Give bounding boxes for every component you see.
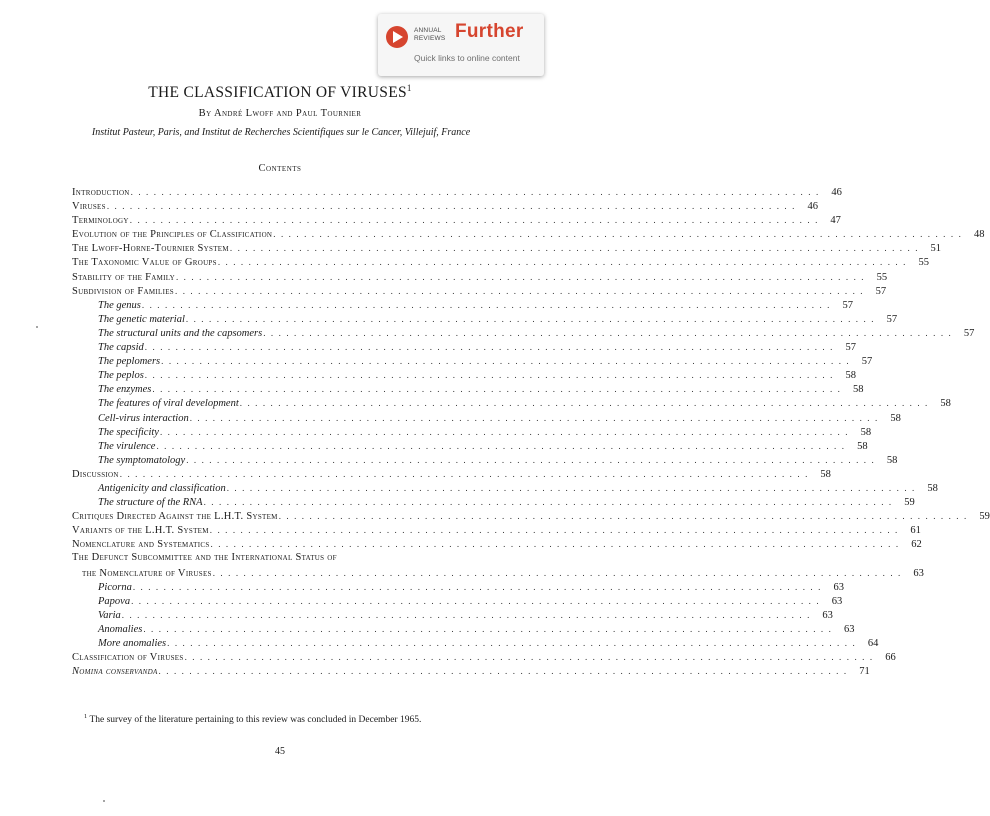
toc-entry-label: Nomenclature and Systematics: [72, 539, 210, 551]
toc-dot-leader: . . . . . . . . . . . . . . . . . . . . . . . . . . . . . . . . . . . . . . . . . . . . . . . . . . . . . . . . . . . . . . . . . . . . . . . . . . . . . . . . . . . . . . . . . .: [159, 426, 850, 437]
toc-dot-leader: . . . . . . . . . . . . . . . . . . . . . . . . . . . . . . . . . . . . . . . . . . . . . . . . . . . . . . . . . . . . . . . . . . . . . . . . . . . . . . . . . . . . . . . . . .: [131, 595, 821, 606]
toc-dot-leader: . . . . . . . . . . . . . . . . . . . . . . . . . . . . . . . . . . . . . . . . . . . . . . . . . . . . . . . . . . . . . . . . . . . . . . . . . . . . . . . . . . . . . . . . . .: [143, 623, 833, 634]
toc-entry-label: The peplos: [98, 370, 144, 382]
toc-entry-page: 58: [853, 384, 864, 396]
toc-entry-page: 58: [927, 482, 938, 494]
toc-entry: [72, 622, 855, 636]
toc-entry-page: 58: [886, 454, 898, 466]
toc-entry-label: More anomalies: [98, 638, 167, 649]
toc-dot-leader: . . . . . . . . . . . . . . . . . . . . . . . . . . . . . . . . . . . . . . . . . . . . . . . . . . . . . . . . . . . . . . . . . . . . . . . . . . . . . . . . . . . . . . . . . .: [217, 257, 907, 268]
toc-dot-leader: . . . . . . . . . . . . . . . . . . . . . . . . . . . . . . . . . . . . . . . . . . . . . . . . . . . . . . . . . . . . . . . . . . . . . . . . . . . . . . . . . . . . . . . . . .: [161, 356, 851, 367]
page-number: 45: [275, 746, 285, 757]
toc-dot-leader: . . . . . . . . . . . . . . . . . . . . . . . . . . . . . . . . . . . . . . . . . . . . . . . . . . . . . . . . . . . . . . . . . . . . . . . . . . . . . . . . . . . . . . . . . .: [119, 468, 809, 479]
annual-reviews-further-badge[interactable]: [378, 14, 544, 76]
toc-entry: [72, 354, 873, 368]
toc-dot-leader: . . . . . . . . . . . . . . . . . . . . . . . . . . . . . . . . . . . . . . . . . . . . . . . . . . . . . . . . . . . . . . . . . . . . . . . . . . . . . . . . . . . . . . . . . .: [185, 313, 876, 324]
toc-entry-page: 62: [911, 539, 922, 551]
toc-dot-leader: . . . . . . . . . . . . . . . . . . . . . . . . . . . . . . . . . . . . . . . . . . . . . . . . . . . . . . . . . . . . . . . . . . . . . . . . . . . . . . . . . . . . . . . . . .: [144, 370, 834, 381]
toc-entry-page: 51: [930, 243, 942, 255]
toc-dot-leader: . . . . . . . . . . . . . . . . . . . . . . . . . . . . . . . . . . . . . . . . . . . . . . . . . . . . . . . . . . . . . . . . . . . . . . . . . . . . . . . . . . . . . . . . . .: [273, 229, 963, 240]
toc-entry-page: 58: [820, 468, 831, 480]
title-footnote-marker: 1: [406, 83, 412, 93]
toc-entry: [72, 213, 841, 227]
toc-entry-page: 58: [860, 426, 872, 438]
footnote-marker: 1: [84, 713, 88, 720]
toc-entry-label: Critiques Directed Against the L.H.T. System: [72, 511, 278, 523]
toc-entry-label: Nomina conservanda: [72, 666, 158, 678]
toc-entry-label: The Lwoff-Horne-Tournier System: [72, 243, 229, 255]
toc-entry-page: 63: [822, 609, 833, 621]
toc-entry-page: 57: [842, 299, 854, 311]
toc-entry: [72, 255, 929, 269]
toc-entry: [72, 284, 887, 298]
toc-entry: [72, 650, 896, 664]
toc-dot-leader: . . . . . . . . . . . . . . . . . . . . . . . . . . . . . . . . . . . . . . . . . . . . . . . . . . . . . . . . . . . . . . . . . . . . . . . . . . . . . . . . . . . . . . . . . .: [106, 201, 796, 212]
toc-entry-page: 64: [867, 638, 879, 649]
toc-entry-label: Varia: [98, 609, 121, 621]
article-title-text: THE CLASSIFICATION OF VIRUSES: [148, 84, 407, 102]
toc-entry-page: 58: [845, 370, 856, 382]
toc-entry: [72, 453, 898, 467]
badge-subtitle: Quick links to online content: [414, 53, 520, 63]
toc-entry-label: The virulence: [98, 440, 156, 452]
toc-dot-leader: . . . . . . . . . . . . . . . . . . . . . . . . . . . . . . . . . . . . . . . . . . . . . . . . . . . . . . . . . . . . . . . . . . . . . . . . . . . . . . . . . . . . . . . . . .: [186, 454, 876, 465]
toc-entry-page: 71: [859, 666, 870, 678]
toc-dot-leader: . . . . . . . . . . . . . . . . . . . . . . . . . . . . . . . . . . . . . . . . . . . . . . . . . . . . . . . . . . . . . . . . . . . . . . . . . . . . . . . . . . . . . . . . . .: [167, 638, 857, 648]
toc-entry-label: Terminology: [72, 215, 129, 227]
toc-entry-label: Picorna: [98, 581, 132, 593]
footnote-text: The survey of the literature pertaining to this review was concluded in December 1965.: [89, 715, 422, 726]
toc-entry-label: Cell-virus interaction: [98, 412, 189, 424]
toc-entry: [72, 580, 844, 594]
toc-dot-leader: . . . . . . . . . . . . . . . . . . . . . . . . . . . . . . . . . . . . . . . . . . . . . . . . . . . . . . . . . . . . . . . . . . . . . . . . . . . . . . . . . . . . . . . . . .: [184, 652, 874, 663]
toc-entry-label: The peplomers: [98, 356, 161, 368]
toc-entry-label: The symptomatology: [98, 454, 186, 466]
toc-entry: [72, 636, 879, 650]
toc-entry-label: Discussion: [72, 468, 119, 480]
article-title: [0, 83, 560, 102]
toc-entry: [72, 185, 842, 199]
toc-entry: [72, 199, 818, 213]
toc-entry-label: Classification of Viruses: [72, 652, 184, 664]
toc-entry-label: Anomalies: [98, 623, 143, 635]
toc-dot-leader: . . . . . . . . . . . . . . . . . . . . . . . . . . . . . . . . . . . . . . . . . . . . . . . . . . . . . . . . . . . . . . . . . . . . . . . . . . . . . . . . . . . . . . . . . .: [239, 398, 929, 409]
toc-entry: [72, 481, 938, 495]
toc-entry: [72, 537, 922, 551]
toc-entry-label: Introduction: [72, 187, 130, 198]
toc-entry: [72, 411, 901, 425]
toc-entry: [72, 270, 888, 284]
toc-entry-label: The Defunct Subcommittee and the International Status of: [72, 552, 337, 564]
toc-dot-leader: . . . . . . . . . . . . . . . . . . . . . . . . . . . . . . . . . . . . . . . . . . . . . . . . . . . . . . . . . . . . . . . . . . . . . . . . . . . . . . . . . . . . . . . . . .: [132, 581, 822, 592]
toc-entry-page: 47: [830, 215, 841, 227]
toc-entry: [72, 664, 870, 678]
toc-entry-label: Evolution of the Principles of Classification: [72, 229, 273, 241]
toc-entry-page: 57: [845, 342, 856, 354]
toc-dot-leader: . . . . . . . . . . . . . . . . . . . . . . . . . . . . . . . . . . . . . . . . . . . . . . . . . . . . . . . . . . . . . . . . . . . . . . . . . . . . . . . . . . . . . . . . . .: [278, 511, 968, 522]
toc-entry-page: 57: [963, 327, 975, 339]
toc-entry-label: The genus: [98, 299, 141, 311]
toc-entry-page: 61: [910, 525, 921, 537]
toc-entry-label: Variants of the L.H.T. System: [72, 525, 209, 537]
toc-dot-leader: . . . . . . . . . . . . . . . . . . . . . . . . . . . . . . . . . . . . . . . . . . . . . . . . . . . . . . . . . . . . . . . . . . . . . . . . . . . . . . . . . . . . . . . . . .: [263, 327, 953, 338]
toc-entry: [72, 509, 990, 523]
toc-dot-leader: . . . . . . . . . . . . . . . . . . . . . . . . . . . . . . . . . . . . . . . . . . . . . . . . . . . . . . . . . . . . . . . . . . . . . . . . . . . . . . . . . . . . . . . . . .: [212, 567, 902, 578]
toc-entry-page: 48: [973, 229, 985, 241]
toc-entry-page: 63: [913, 567, 924, 579]
toc-dot-leader: . . . . . . . . . . . . . . . . . . . . . . . . . . . . . . . . . . . . . . . . . . . . . . . . . . . . . . . . . . . . . . . . . . . . . . . . . . . . . . . . . . . . . . . . . .: [129, 215, 819, 226]
toc-entry: [72, 326, 975, 340]
toc-entry-label: The structure of the RNA: [98, 497, 203, 509]
toc-entry: [72, 368, 856, 382]
toc-entry-label: Subdivision of Families: [72, 285, 174, 297]
toc-entry-page: 58: [857, 440, 868, 452]
toc-entry-page: 57: [875, 285, 887, 297]
toc-dot-leader: . . . . . . . . . . . . . . . . . . . . . . . . . . . . . . . . . . . . . . . . . . . . . . . . . . . . . . . . . . . . . . . . . . . . . . . . . . . . . . . . . . . . . . . . . .: [130, 187, 820, 197]
toc-entry-label: Papova: [98, 595, 131, 607]
toc-entry-label: The Taxonomic Value of Groups: [72, 257, 217, 269]
toc-entry: [72, 608, 833, 622]
toc-dot-leader: . . . . . . . . . . . . . . . . . . . . . . . . . . . . . . . . . . . . . . . . . . . . . . . . . . . . . . . . . . . . . . . . . . . . . . . . . . . . . . . . . . . . . . . . . .: [175, 271, 866, 282]
badge-brand: ANNUAL REVIEWS: [414, 27, 446, 42]
toc-dot-leader: . . . . . . . . . . . . . . . . . . . . . . . . . . . . . . . . . . . . . . . . . . . . . . . . . . . . . . . . . . . . . . . . . . . . . . . . . . . . . . . . . . . . . . . . . .: [121, 609, 811, 620]
toc-entry: [72, 566, 924, 580]
toc-entry-label: Stability of the Family: [72, 271, 175, 283]
toc-entry-page: 59: [979, 511, 990, 523]
toc-entry: [72, 523, 921, 537]
toc-entry-label: The structural units and the capsomers: [98, 327, 263, 339]
toc-entry: [72, 396, 951, 410]
toc-entry: [72, 340, 856, 354]
scan-speck: [36, 326, 38, 328]
toc-entry: [72, 425, 872, 439]
toc-entry: [72, 467, 831, 481]
toc-entry-page: 57: [861, 356, 873, 368]
affiliation: Institut Pasteur, Paris, and Institut de Recherches Scientifiques sur le Cancer, Villejuif, France: [91, 127, 471, 138]
toc-entry: [72, 312, 898, 326]
toc-entry-page: 59: [904, 497, 915, 509]
toc-dot-leader: . . . . . . . . . . . . . . . . . . . . . . . . . . . . . . . . . . . . . . . . . . . . . . . . . . . . . . . . . . . . . . . . . . . . . . . . . . . . . . . . . . . . . . . . . .: [210, 539, 900, 550]
toc-entry-page: 58: [890, 412, 901, 424]
toc-dot-leader: . . . . . . . . . . . . . . . . . . . . . . . . . . . . . . . . . . . . . . . . . . . . . . . . . . . . . . . . . . . . . . . . . . . . . . . . . . . . . . . . . . . . . . . . . .: [152, 384, 842, 395]
toc-entry-label: The features of viral development: [98, 398, 239, 410]
toc-entry-label: Antigenicity and classification: [98, 482, 226, 494]
authors: By André Lwoff and Paul Tournier: [198, 108, 362, 119]
toc-entry: [72, 241, 942, 255]
toc-entry: [72, 439, 868, 453]
toc-entry-label: Viruses: [72, 201, 106, 213]
toc-dot-leader: . . . . . . . . . . . . . . . . . . . . . . . . . . . . . . . . . . . . . . . . . . . . . . . . . . . . . . . . . . . . . . . . . . . . . . . . . . . . . . . . . . . . . . . . . .: [156, 440, 846, 451]
toc-entry-label: The specificity: [98, 426, 159, 438]
toc-dot-leader: . . . . . . . . . . . . . . . . . . . . . . . . . . . . . . . . . . . . . . . . . . . . . . . . . . . . . . . . . . . . . . . . . . . . . . . . . . . . . . . . . . . . . . . . . .: [158, 666, 848, 677]
toc-entry-page: 66: [885, 652, 896, 664]
annual-reviews-logo-icon: [386, 26, 408, 48]
toc-entry: [72, 495, 915, 509]
scan-speck: [103, 800, 105, 802]
toc-entry-label: The genetic material: [98, 313, 185, 325]
toc-entry: [72, 227, 985, 241]
toc-entry-page: 46: [831, 187, 842, 198]
toc-entry-label: The capsid: [98, 342, 144, 354]
toc-entry-page: 57: [886, 313, 898, 325]
toc-dot-leader: . . . . . . . . . . . . . . . . . . . . . . . . . . . . . . . . . . . . . . . . . . . . . . . . . . . . . . . . . . . . . . . . . . . . . . . . . . . . . . . . . . . . . . . . . .: [209, 525, 899, 536]
toc-entry-page: 63: [831, 595, 843, 607]
toc-entry: [72, 594, 843, 608]
toc-entry-label: the Nomenclature of Viruses: [82, 567, 212, 579]
toc-dot-leader: . . . . . . . . . . . . . . . . . . . . . . . . . . . . . . . . . . . . . . . . . . . . . . . . . . . . . . . . . . . . . . . . . . . . . . . . . . . . . . . . . . . . . . . . . .: [175, 285, 865, 296]
contents-heading: Contents: [258, 163, 302, 174]
table-of-contents: [72, 185, 990, 678]
toc-entry-page: 63: [833, 581, 844, 593]
toc-dot-leader: . . . . . . . . . . . . . . . . . . . . . . . . . . . . . . . . . . . . . . . . . . . . . . . . . . . . . . . . . . . . . . . . . . . . . . . . . . . . . . . . . . . . . . . . . .: [203, 497, 893, 508]
toc-entry-page: 63: [843, 623, 855, 635]
toc-entry-label: The enzymes: [98, 384, 152, 396]
badge-further-label: Further: [455, 21, 524, 42]
toc-entry-page: 55: [918, 257, 929, 269]
toc-dot-leader: . . . . . . . . . . . . . . . . . . . . . . . . . . . . . . . . . . . . . . . . . . . . . . . . . . . . . . . . . . . . . . . . . . . . . . . . . . . . . . . . . . . . . . . . . .: [226, 482, 916, 493]
toc-entry: [72, 382, 864, 396]
toc-entry: [72, 551, 484, 565]
toc-dot-leader: . . . . . . . . . . . . . . . . . . . . . . . . . . . . . . . . . . . . . . . . . . . . . . . . . . . . . . . . . . . . . . . . . . . . . . . . . . . . . . . . . . . . . . . . . .: [141, 299, 832, 310]
toc-dot-leader: . . . . . . . . . . . . . . . . . . . . . . . . . . . . . . . . . . . . . . . . . . . . . . . . . . . . . . . . . . . . . . . . . . . . . . . . . . . . . . . . . . . . . . . . . .: [144, 342, 834, 353]
toc-dot-leader: . . . . . . . . . . . . . . . . . . . . . . . . . . . . . . . . . . . . . . . . . . . . . . . . . . . . . . . . . . . . . . . . . . . . . . . . . . . . . . . . . . . . . . . . . .: [229, 243, 920, 254]
toc-entry-page: 46: [807, 201, 818, 213]
toc-entry: [72, 298, 854, 312]
toc-entry-page: 55: [876, 271, 888, 283]
toc-dot-leader: . . . . . . . . . . . . . . . . . . . . . . . . . . . . . . . . . . . . . . . . . . . . . . . . . . . . . . . . . . . . . . . . . . . . . . . . . . . . . . . . . . . . . . . . . .: [189, 412, 879, 423]
toc-entry-page: 58: [940, 398, 951, 410]
footnote: [72, 710, 490, 728]
